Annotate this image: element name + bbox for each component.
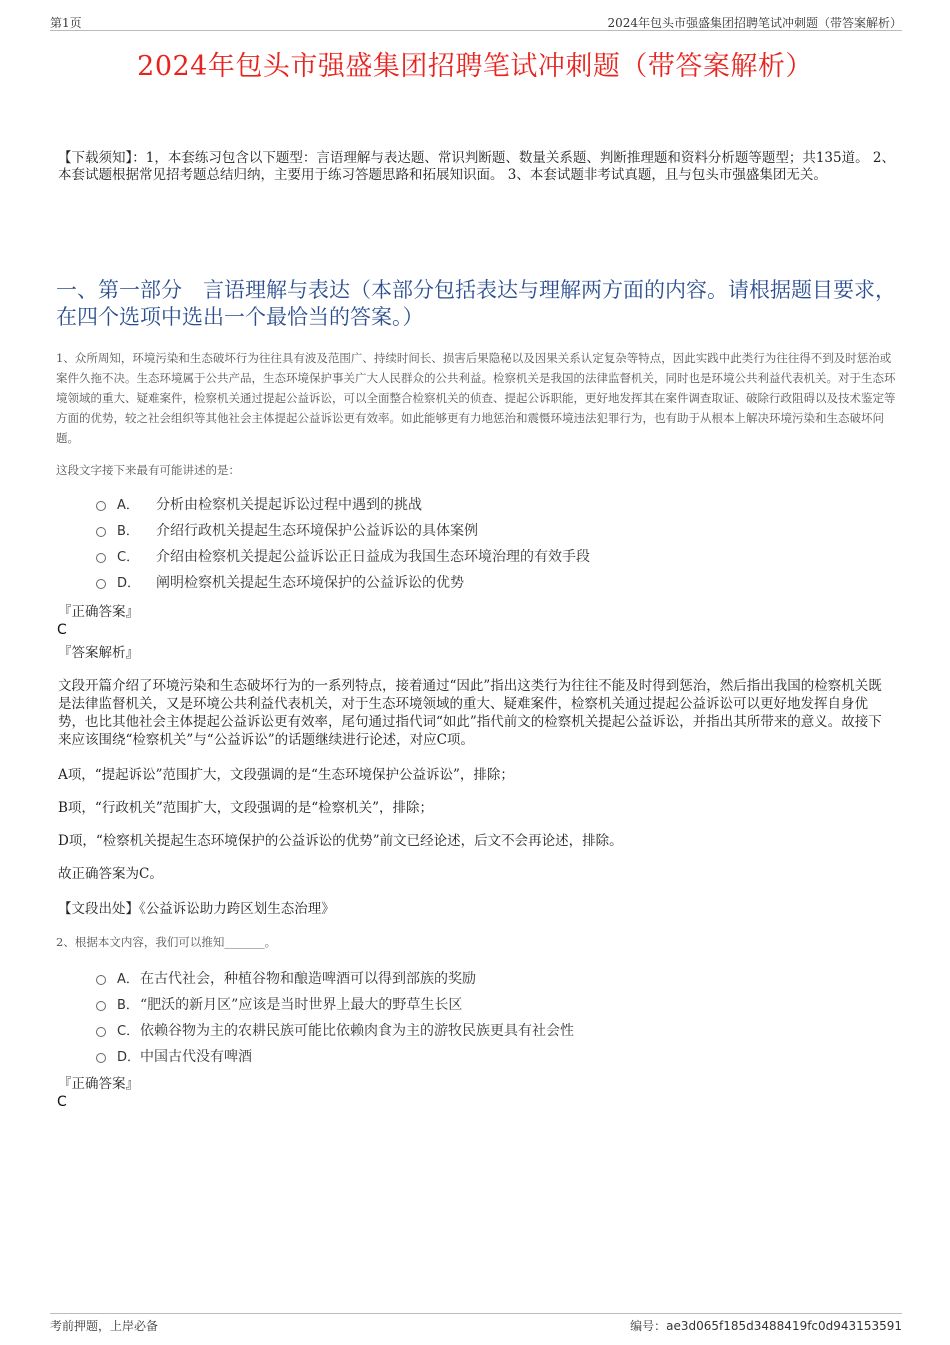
question-2-stem: 2、根据本文内容，我们可以推知_______。 — [56, 935, 277, 949]
option-b-note: B项，“行政机关”范围扩大，文段强调的是“检察机关”，排除； — [58, 800, 434, 816]
document-title: 2024年包头市强盛集团招聘笔试冲刺题（带答案解析） — [137, 51, 813, 82]
correct-answer-label-2: 『正确答案』 — [58, 1076, 139, 1092]
radio-icon[interactable] — [96, 1001, 106, 1011]
page-footer — [50, 1313, 902, 1336]
download-notice: 【下载须知】：1，本套练习包含以下题型：言语理解与表达题、常识判断题、数量关系题、判断推理题和资料分析题等题型；共135道。 2、本套试题根据常见招考题总结归纳，主要用于练习答题思路和拓展知识面。 3、本套试题非考试真题，且与包头市强盛集团无关。 — [58, 150, 895, 183]
radio-icon[interactable] — [96, 1053, 106, 1063]
radio-icon[interactable] — [96, 553, 106, 563]
option-d[interactable]: D． 阐明检察机关提起生态环境保护的公益诉讼的优势 — [96, 570, 140, 596]
code-label: 编号： — [630, 1319, 667, 1333]
analysis-label: 『答案解析』 — [58, 645, 139, 661]
option-d[interactable]: D． 中国古代没有啤酒 — [96, 1044, 140, 1070]
radio-icon[interactable] — [96, 527, 106, 537]
option-a[interactable]: A． 在古代社会，种植谷物和酿造啤酒可以得到部族的奖励 — [96, 966, 140, 992]
question-1-options — [96, 492, 590, 596]
radio-icon[interactable] — [96, 501, 106, 511]
radio-icon[interactable] — [96, 579, 106, 589]
analysis-text: 文段开篇介绍了环境污染和生态破坏行为的一系列特点，接着通过“因此”指出这类行为往往不能及时得到惩治，然后指出我国的检察机关既是法律监督机关，又是环境公共利益代表机关，对于生态环境领域的重大、疑难案件，检察机关通过提起公益诉讼可以更好地发挥自身优势，也比其他社会主体提起公益诉讼更有效率，尾句通过指代词“如此”指代前文的检察机关提起公益诉讼，并指出其所带来的意义。故接下来应该围绕“检察机关”与“公益诉讼”的话题继续进行论述，对应C项。 — [58, 678, 882, 748]
header-doc-title: 2024年包头市强盛集团招聘笔试冲刺题（带答案解析） — [607, 16, 902, 30]
question-1-prompt: 这段文字接下来最有可能讲述的是： — [56, 463, 240, 477]
page-number: 第1页 — [50, 16, 82, 30]
code-value: ae3d065f185d3488419fc0d943153591 — [666, 1319, 902, 1333]
option-b[interactable]: B． “肥沃的新月区”应该是当时世界上最大的野草生长区 — [96, 992, 140, 1018]
section-heading: 一、第一部分 言语理解与表达（本部分包括表达与理解两方面的内容。请根据题目要求，在四个选项中选出一个最恰当的答案。） — [56, 278, 896, 329]
correct-answer: C — [57, 622, 67, 638]
option-d-note: D项，“检察机关提起生态环境保护的公益诉讼的优势”前文已经论述，后文不会再论述，排除。 — [58, 833, 623, 849]
option-a[interactable]: A． 分析由检察机关提起诉讼过程中遇到的挑战 — [96, 492, 140, 518]
option-b[interactable]: B． 介绍行政机关提起生态环境保护公益诉讼的具体案例 — [96, 518, 140, 544]
footer-code — [630, 1317, 902, 1334]
option-c[interactable]: C． 依赖谷物为主的农耕民族可能比依赖肉食为主的游牧民族更具有社会性 — [96, 1018, 140, 1044]
correct-answer-label: 『正确答案』 — [58, 604, 139, 620]
option-c[interactable]: C． 介绍由检察机关提起公益诉讼正日益成为我国生态环境治理的有效手段 — [96, 544, 140, 570]
page-header — [50, 10, 902, 31]
conclusion: 故正确答案为C。 — [58, 866, 163, 882]
correct-answer-2: C — [57, 1094, 67, 1110]
radio-icon[interactable] — [96, 1027, 106, 1037]
option-a-note: A项，“提起诉讼”范围扩大，文段强调的是“生态环境保护公益诉讼”，排除； — [58, 767, 514, 783]
radio-icon[interactable] — [96, 975, 106, 985]
footer-slogan: 考前押题，上岸必备 — [50, 1319, 159, 1333]
question-1-stem: 1、众所周知，环境污染和生态破坏行为往往具有波及范围广、持续时间长、损害后果隐秘以及因果关系认定复杂等特点，因此实践中此类行为往往得不到及时惩治或案件久拖不决。生态环境属于公共产品，生态环境保护事关广大人民群众的公共利益。检察机关是我国的法律监督机关，同时也是环境公共利益代表机关。对于生态环境领域的重大、疑难案件，检察机关通过提起公益诉讼，可以全面整合检察机关的侦查、提起公诉职能，更好地发挥其在案件调查取证、破除行政阻碍以及技术鉴定等方面的优势，较之社会组织等其他社会主体提起公益诉讼更有效率。如此能够更有力地惩治和震慑环境违法犯罪行为，也有助于从根本上解决环境污染和生态破坏问题。 — [56, 351, 896, 445]
question-2-options — [96, 966, 574, 1070]
source: 【文段出处】《公益诉讼助力跨区划生态治理》 — [58, 901, 335, 917]
